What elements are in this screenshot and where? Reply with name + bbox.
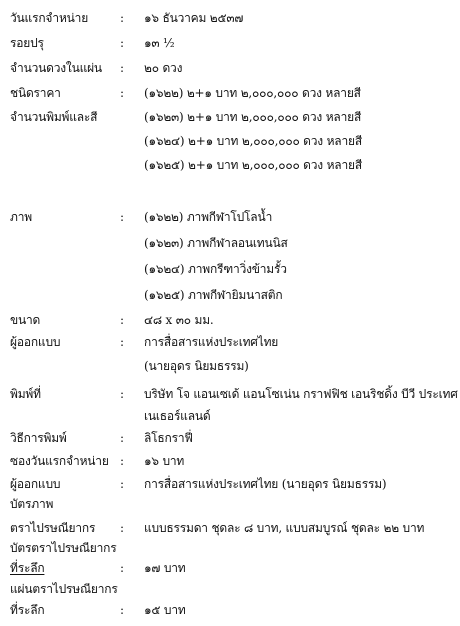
row-first-day	[0, 12, 460, 34]
colon: :	[120, 387, 124, 401]
value-design-1625: (๑๖๒๕) ภาพกีฬายิมนาสติก	[144, 288, 283, 302]
value-design-1623: (๑๖๒๓) ภาพกีฬาลอนเทนนิส	[144, 236, 288, 250]
value-size: ๔๘ x ๓๐ มม.	[144, 313, 214, 327]
label-printer: พิมพ์ที่	[10, 387, 41, 401]
colon: :	[120, 11, 124, 25]
colon: :	[120, 603, 124, 617]
colon: :	[120, 454, 124, 468]
colon: :	[120, 477, 124, 491]
label-stamps-price: ตราไปรษณียากร	[10, 521, 96, 535]
value-printer: บริษัท โจ แอนเซเด้ แอนโซเน่น กราฟฟิช เอนริชดิ้ง บีวี ประเทศ	[144, 387, 458, 401]
row-denomination-1624	[0, 135, 460, 157]
label-design: ภาพ	[10, 210, 32, 224]
row-denomination-1623	[0, 111, 460, 133]
value-printing-method: ลิโธกราฟี่	[144, 431, 193, 445]
colon: :	[120, 431, 124, 445]
colon: :	[120, 86, 124, 100]
row-printer	[0, 388, 460, 410]
value-denomination-1623: (๑๖๒๓) ๒+๑ บาท ๒,๐๐๐,๐๐๐ ดวง หลายสี	[144, 110, 362, 124]
label-picture-card: บัตรภาพ	[10, 497, 54, 511]
label-fdc-price: ซองวันแรกจำหน่าย	[10, 454, 109, 468]
row-perforation	[0, 37, 460, 59]
row-designer-name	[0, 360, 460, 382]
value-denomination-1625: (๑๖๒๕) ๒+๑ บาท ๒,๐๐๐,๐๐๐ ดวง หลายสี	[144, 158, 362, 172]
value-denomination-1622: (๑๖๒๒) ๒+๑ บาท ๒,๐๐๐,๐๐๐ ดวง หลายสี	[144, 86, 361, 100]
row-denomination-1622	[0, 87, 460, 109]
label-first-day: วันแรกจำหน่าย	[10, 11, 89, 25]
colon: :	[120, 61, 124, 75]
row-souvenir-card	[0, 542, 460, 564]
colon: :	[120, 521, 124, 535]
value-stamps-per-sheet: ๒๐ ดวง	[144, 61, 183, 75]
value-design-1624: (๑๖๒๔) ภาพกรีฑาวิ่งข้ามรั้ว	[144, 262, 287, 276]
label-stamps-per-sheet: จำนวนดวงในแผ่น	[10, 61, 102, 75]
colon: :	[120, 335, 124, 349]
row-souvenir-sheet	[0, 583, 460, 605]
label-denomination: ชนิดราคา	[10, 86, 61, 100]
row-stamps-per-sheet	[0, 62, 460, 84]
row-design-1623	[0, 237, 460, 259]
row-design-1625	[0, 289, 460, 311]
label-fdc-designer: ผู้ออกแบบ	[10, 477, 61, 491]
row-denomination-1625	[0, 159, 460, 181]
row-design-1624	[0, 263, 460, 285]
value-souvenir-card-price: ๑๗ บาท	[144, 561, 186, 575]
label-perforation: รอยปรุ	[10, 36, 44, 50]
label-souvenir-card: บัตรตราไปรษณียากร	[10, 541, 117, 555]
row-size	[0, 314, 460, 336]
label-souvenir-card-price: ที่ระลึก	[10, 561, 45, 575]
row-printer-country	[0, 410, 460, 432]
label-printing-method: วิธีการพิมพ์	[10, 431, 67, 445]
label-size: ขนาด	[10, 313, 41, 327]
row-printing-method	[0, 432, 460, 454]
value-perforation: ๑๓ ½	[144, 36, 175, 50]
colon: :	[120, 313, 124, 327]
label-print-quantity-colour: จำนวนพิมพ์และสี	[10, 110, 98, 124]
value-designer-name: (นายอุดร นิยมธรรม)	[144, 359, 249, 373]
row-design-1622	[0, 211, 460, 233]
row-souvenir-sheet-price	[0, 604, 460, 626]
value-fdc-price: ๑๖ บาท	[144, 454, 185, 468]
colon: :	[120, 561, 124, 575]
value-fdc-designer: การสื่อสารแห่งประเทศไทย (นายอุดร นิยมธรรม)	[144, 477, 387, 491]
value-first-day: ๑๖ ธันวาคม ๒๕๓๗	[144, 11, 244, 25]
row-designer	[0, 336, 460, 358]
row-fdc-price	[0, 455, 460, 477]
value-design-1622: (๑๖๒๒) ภาพกีฬาโปโลน้ำ	[144, 210, 273, 224]
value-designer: การสื่อสารแห่งประเทศไทย	[144, 335, 279, 349]
value-denomination-1624: (๑๖๒๔) ๒+๑ บาท ๒,๐๐๐,๐๐๐ ดวง หลายสี	[144, 134, 362, 148]
value-stamps-price: แบบธรรมดา ชุดละ ๘ บาท, แบบสมบูรณ์ ชุดละ ๒๒ บาท	[144, 521, 425, 535]
row-fdc-designer	[0, 478, 460, 500]
label-souvenir-sheet-price: ที่ระลึก	[10, 603, 45, 617]
colon: :	[120, 210, 124, 224]
label-designer: ผู้ออกแบบ	[10, 335, 61, 349]
colon: :	[120, 36, 124, 50]
value-printer-country: เนเธอร์แลนด์	[144, 409, 211, 423]
row-souvenir-card-price	[0, 562, 460, 584]
value-souvenir-sheet-price: ๑๕ บาท	[144, 603, 186, 617]
row-picture-card	[0, 498, 460, 520]
label-souvenir-sheet: แผ่นตราไปรษณียากร	[10, 582, 118, 596]
